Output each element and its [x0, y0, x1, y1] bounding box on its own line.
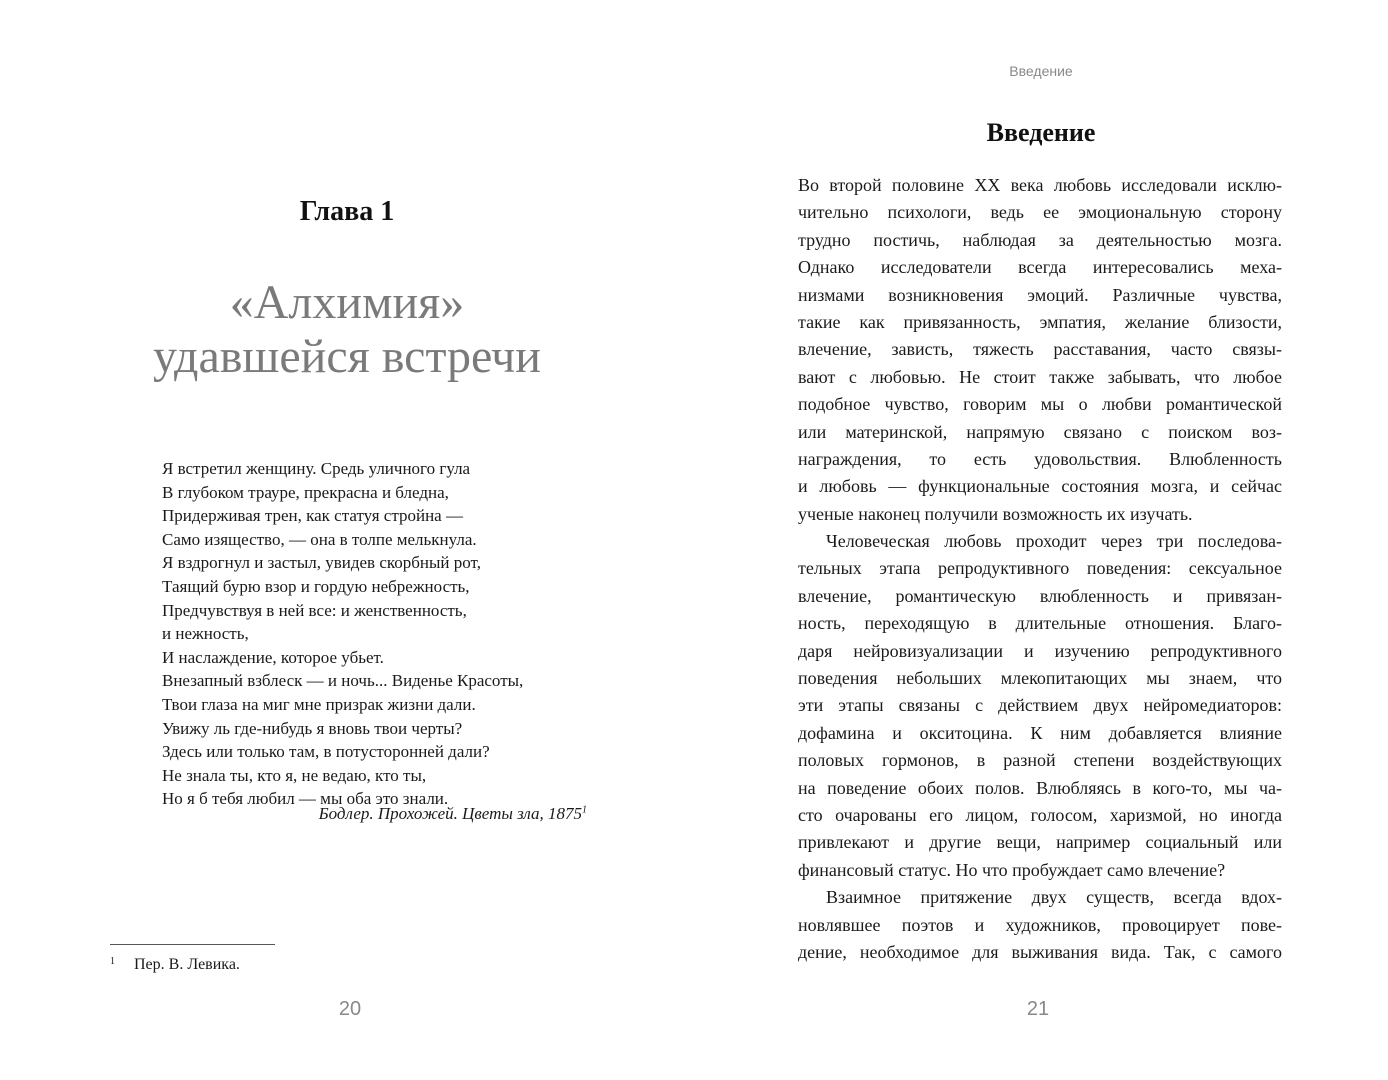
body-line: дофамина и окситоцина. К ним добавляется влияние — [798, 722, 1282, 743]
body-line: тельных этапа репродуктивного поведения: сексуальное — [798, 558, 1282, 579]
body-line: и любовь — функциональные состояния мозга, и сейчас — [798, 476, 1282, 497]
body-line: влечение, зависть, тяжесть расставания, часто связы- — [798, 339, 1282, 360]
body-line: сто очарованы его лицом, голосом, харизмой, но иногда — [798, 804, 1282, 825]
poem-line: Увижу ль где-нибудь я вновь твои черты? — [162, 718, 463, 738]
body-line: такие как привязанность, эмпатия, желание близости, — [798, 311, 1282, 332]
body-line: влечение, романтическую влюбленность и привязан- — [798, 585, 1282, 606]
body-line: ученые наконец получили возможность их изучать. — [798, 503, 1193, 524]
body-line: привлекают и другие вещи, например социальный или — [798, 832, 1282, 853]
body-line: Взаимное притяжение двух существ, всегда вдох- — [826, 887, 1282, 908]
chapter-title — [0, 276, 694, 384]
poem-line: Не знала ты, кто я, не ведаю, кто ты, — [162, 765, 427, 785]
poem-line: Но я б тебя любил — мы оба это знали. — [162, 789, 449, 809]
poem-line: Внезапный взблеск — и ночь... Виденье Красоты, — [162, 671, 524, 691]
right-page — [694, 0, 1388, 1080]
page-number-right: 21 — [1026, 998, 1050, 1020]
page-number-left: 20 — [338, 998, 362, 1020]
poem-line: и нежность, — [162, 624, 249, 644]
body-line: Человеческая любовь проходит через три последова- — [826, 531, 1282, 552]
body-line: новлявшее поэтов и художников, провоцирует пове- — [798, 914, 1282, 935]
attribution-text: Бодлер. Прохожей. Цветы зла, 1875 — [318, 804, 582, 823]
body-line: половых гормонов, в разной степени воздействующих — [798, 750, 1282, 771]
poem-line: И наслаждение, которое убьет. — [162, 647, 384, 667]
poem-line: Придерживая трен, как статуя стройна — — [162, 506, 463, 526]
poem-line: Я вздрогнул и застыл, увидев скорбный рот, — [162, 553, 481, 573]
body-line: на поведение обоих полов. Влюбляясь в кого-то, мы ча- — [798, 777, 1282, 798]
body-line: Однако исследователи всегда интересовались меха- — [798, 257, 1282, 278]
poem-line: Само изящество, — она в толпе мелькнула. — [162, 529, 477, 549]
body-line: дение, необходимое для выживания вида. Так, с самого — [798, 941, 1282, 962]
body-line: чительно психологи, ведь ее эмоциональную сторону — [798, 202, 1282, 223]
poem-line: Предчувствуя в ней все: и женственность, — [162, 600, 467, 620]
footnote-divider — [110, 944, 275, 945]
body-line: эти этапы связаны с действием двух нейромедиаторов: — [798, 695, 1282, 716]
body-line: вают с любовью. Не стоит также забывать, что любое — [798, 366, 1282, 387]
body-text — [798, 172, 1282, 966]
footnote-text: Пер. В. Левика. — [134, 956, 240, 973]
poem-attribution — [162, 804, 587, 824]
epigraph-poem — [162, 457, 592, 811]
body-line: награждения, то есть удовольствия. Влюбленность — [798, 448, 1282, 469]
chapter-title-line: «Алхимия» — [229, 276, 465, 329]
body-line: даря нейровизуализации и изучению репродуктивного — [798, 640, 1282, 661]
body-line: подобное чувство, говорим мы о любви романтической — [798, 394, 1282, 415]
body-line: или материнской, напрямую связано с поиском воз- — [798, 421, 1282, 442]
poem-line: Я встретил женщину. Средь уличного гула — [162, 459, 471, 478]
body-line: финансовый статус. Но что пробуждает само влечение? — [798, 859, 1226, 880]
poem-line: Таящий бурю взор и гордую небрежность, — [162, 576, 470, 596]
body-line: низмами возникновения эмоций. Различные чувства, — [798, 284, 1282, 305]
attribution-note-mark[interactable]: 1 — [582, 804, 587, 816]
body-line: поведения небольших млекопитающих мы знаем, что — [798, 668, 1282, 689]
body-line: ность, переходящую в длительные отношения. Благо- — [798, 613, 1282, 634]
body-line: Во второй половине XX века любовь исследовали исклю- — [798, 175, 1282, 195]
chapter-title-line: удавшейся встречи — [153, 330, 541, 383]
footnote-mark: 1 — [110, 956, 115, 967]
footnote — [110, 956, 510, 974]
chapter-label: Глава 1 — [299, 196, 395, 227]
body-line: трудно постичь, наблюдая за деятельностью мозга. — [798, 229, 1282, 250]
poem-line: Здесь или только там, в потусторонней дали? — [162, 742, 490, 762]
poem-line: В глубоком трауре, прекрасна и бледна, — [162, 482, 449, 502]
poem-line: Твои глаза на миг мне призрак жизни дали. — [162, 694, 476, 714]
running-head: Введение — [1009, 63, 1073, 79]
section-title: Введение — [986, 118, 1096, 147]
